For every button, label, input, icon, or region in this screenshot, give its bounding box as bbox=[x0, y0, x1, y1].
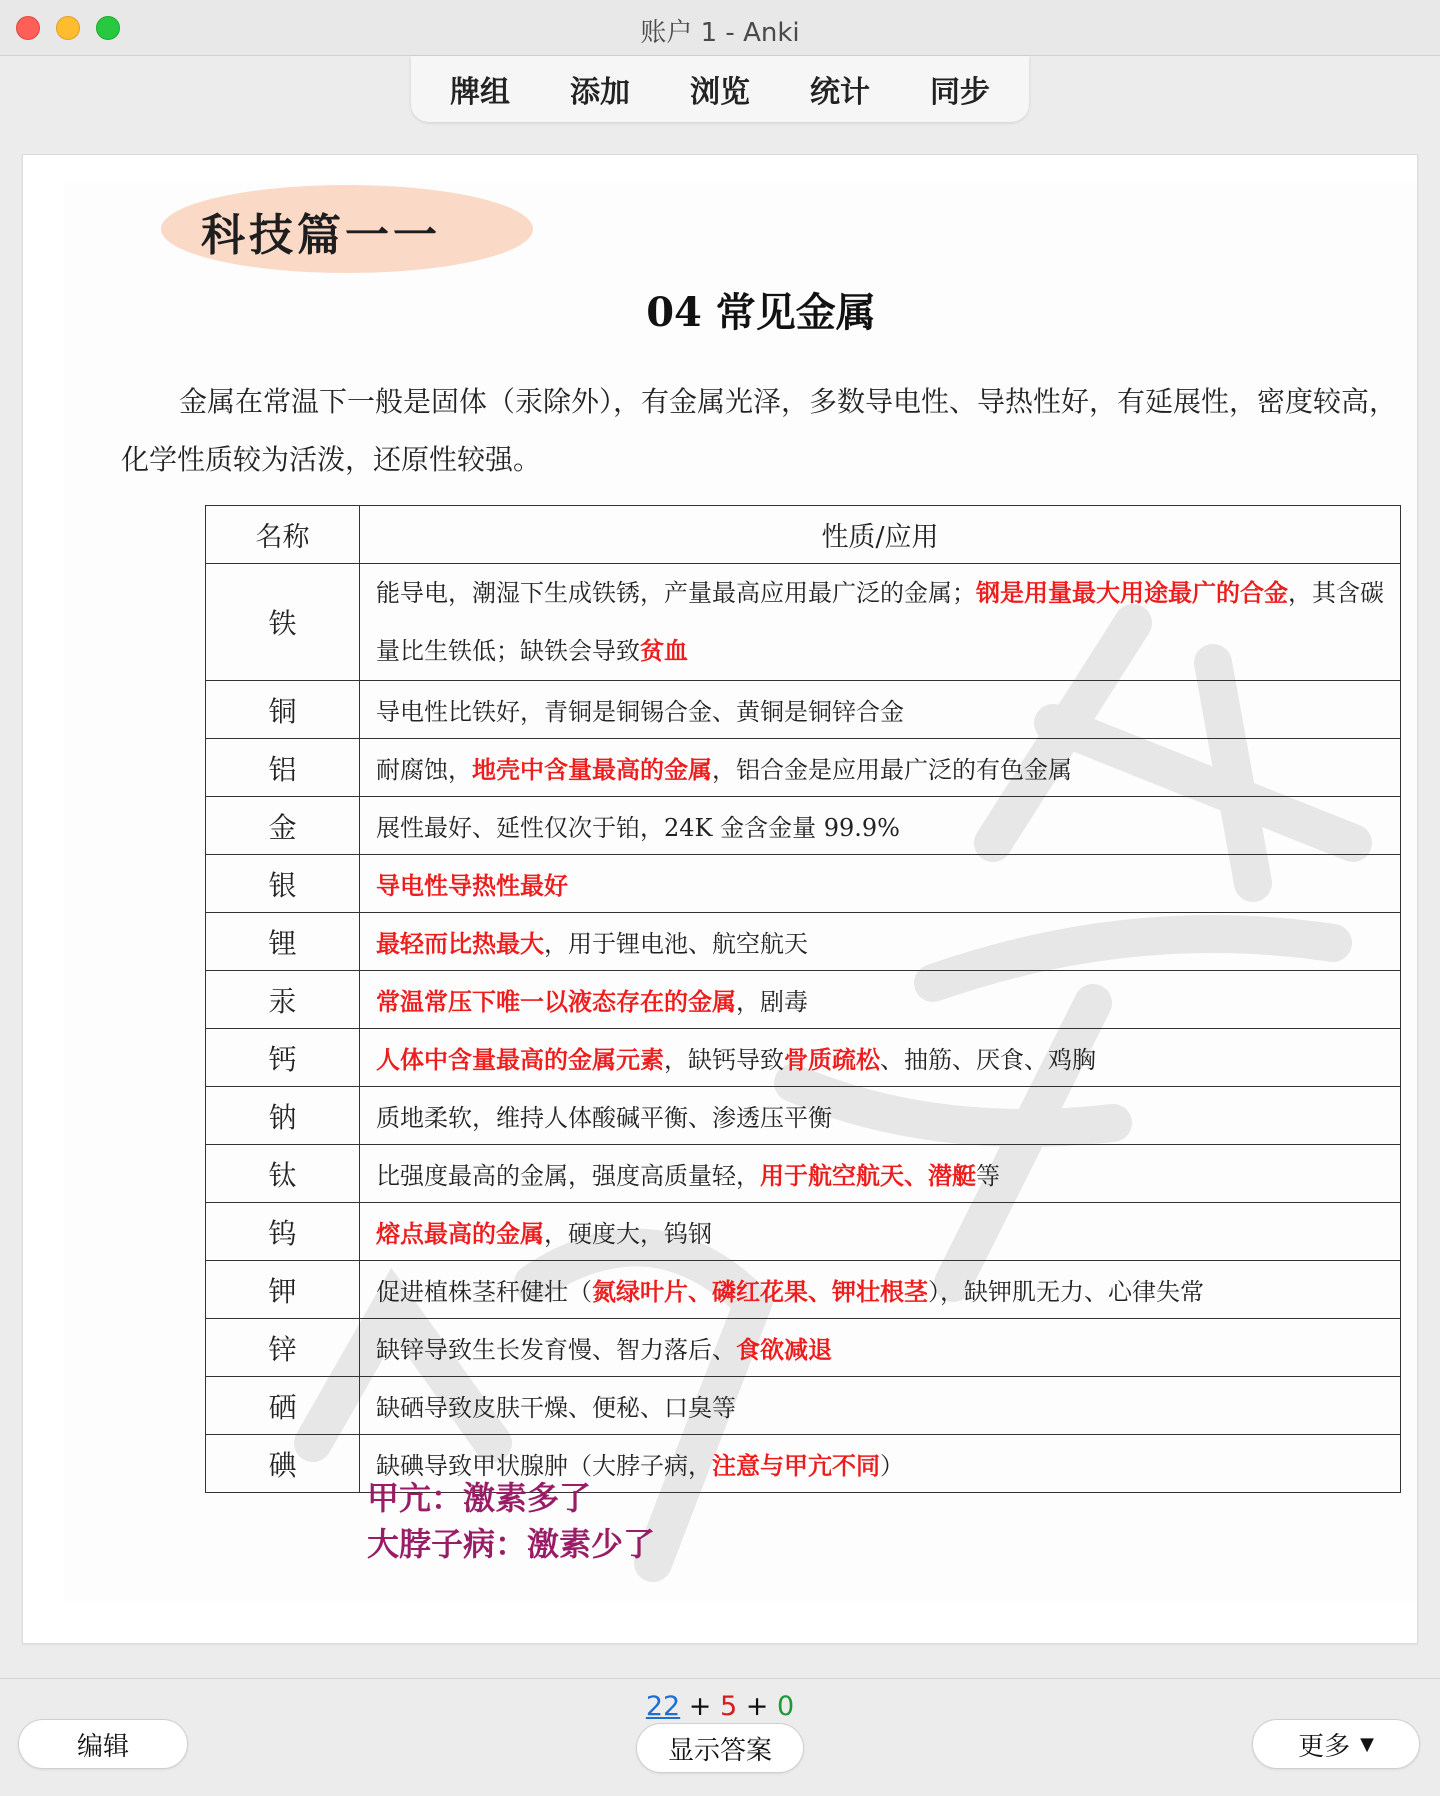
metal-property-cell bbox=[360, 681, 1401, 739]
nav-sync[interactable]: 同步 bbox=[930, 75, 990, 110]
card-view bbox=[22, 154, 1418, 1644]
metal-property-cell bbox=[360, 564, 1401, 681]
property-text: 缺锌导致生长发育慢、智力落后、 bbox=[376, 1336, 736, 1364]
highlighted-text: 钢是用量最大用途最广的合金 bbox=[976, 578, 1288, 607]
table-row bbox=[206, 1261, 1401, 1319]
property-text: 比强度最高的金属，强度高质量轻， bbox=[376, 1162, 760, 1190]
property-text: ，剧毒 bbox=[736, 988, 808, 1016]
metal-property-cell bbox=[360, 1319, 1401, 1377]
metal-name-cell: 银 bbox=[206, 855, 360, 913]
property-text: 、抽筋、厌食、鸡胸 bbox=[880, 1046, 1096, 1074]
column-header-property: 性质/应用 bbox=[360, 506, 1401, 564]
property-text: 缺碘导致甲状腺肿（大脖子病， bbox=[376, 1452, 712, 1480]
table-row bbox=[206, 971, 1401, 1029]
metal-property-cell bbox=[360, 855, 1401, 913]
highlighted-text: 熔点最高的金属 bbox=[376, 1219, 544, 1248]
property-text: ，铝合金是应用最广泛的有色金属 bbox=[712, 756, 1072, 784]
table-row bbox=[206, 681, 1401, 739]
highlighted-text: 贫血 bbox=[640, 636, 688, 665]
metal-property-cell bbox=[360, 971, 1401, 1029]
chevron-down-icon: ▼ bbox=[1360, 1733, 1374, 1755]
bottom-bar bbox=[0, 1678, 1440, 1796]
table-row bbox=[206, 1087, 1401, 1145]
card-image bbox=[63, 183, 1418, 1601]
new-count[interactable]: 22 bbox=[645, 1691, 681, 1722]
metal-name-cell: 钨 bbox=[206, 1203, 360, 1261]
metal-name-cell: 金 bbox=[206, 797, 360, 855]
highlighted-text: 地壳中含量最高的金属 bbox=[472, 755, 712, 784]
table-row bbox=[206, 1145, 1401, 1203]
metal-property-cell bbox=[360, 913, 1401, 971]
property-text: ，用于锂电池、航空航天 bbox=[544, 930, 808, 958]
window-title: 账户 1 - Anki bbox=[640, 18, 800, 48]
handwritten-note: 大脖子病：激素少了 bbox=[367, 1525, 656, 1563]
property-text: 耐腐蚀， bbox=[376, 756, 472, 784]
highlighted-text: 人体中含量最高的金属元素 bbox=[376, 1045, 664, 1074]
property-text: 展性最好、延性仅次于铂，24K 金含金量 99.9% bbox=[376, 814, 900, 842]
metal-name-cell: 钛 bbox=[206, 1145, 360, 1203]
highlighted-text: 食欲减退 bbox=[736, 1335, 832, 1364]
property-text: ，缺钙导致 bbox=[664, 1046, 784, 1074]
property-text: ，硬度大，钨钢 bbox=[544, 1220, 712, 1248]
column-header-name: 名称 bbox=[206, 506, 360, 564]
table-row bbox=[206, 739, 1401, 797]
review-count: 0 bbox=[776, 1691, 795, 1722]
edit-button[interactable]: 编辑 bbox=[18, 1719, 188, 1769]
table-row bbox=[206, 1377, 1401, 1435]
intro-paragraph: 金属在常温下一般是固体（汞除外），有金属光泽，多数导电性、导热性好，有延展性，密度较高，化学性质较为活泼，还原性较强。 bbox=[121, 385, 1398, 476]
property-text: ，其含碳量比生铁低；缺铁会导致 bbox=[376, 579, 1384, 665]
property-text: ） bbox=[880, 1452, 904, 1480]
property-text: 能导电，潮湿下生成铁锈，产量最高应用最广泛的金属； bbox=[376, 579, 976, 607]
nav-browse[interactable]: 浏览 bbox=[690, 75, 750, 110]
handwritten-note: 甲亢：激素多了 bbox=[367, 1479, 592, 1517]
table-row bbox=[206, 1203, 1401, 1261]
metal-property-cell bbox=[360, 1203, 1401, 1261]
property-text: 质地柔软，维持人体酸碱平衡、渗透压平衡 bbox=[376, 1104, 832, 1132]
property-text: 导电性比铁好，青铜是铜锡合金、黄铜是铜锌合金 bbox=[376, 698, 904, 726]
property-text: 等 bbox=[976, 1162, 1000, 1190]
highlighted-text: 骨质疏松 bbox=[784, 1045, 880, 1074]
card-heading: 04 常见金属 bbox=[646, 289, 876, 336]
table-row bbox=[206, 564, 1401, 681]
property-text: 缺硒导致皮肤干燥、便秘、口臭等 bbox=[376, 1394, 736, 1422]
metal-name-cell: 钠 bbox=[206, 1087, 360, 1145]
metal-property-cell bbox=[360, 1377, 1401, 1435]
metal-name-cell: 钙 bbox=[206, 1029, 360, 1087]
metal-name-cell: 硒 bbox=[206, 1377, 360, 1435]
metal-name-cell: 锂 bbox=[206, 913, 360, 971]
table-row bbox=[206, 797, 1401, 855]
nav-stats[interactable]: 统计 bbox=[810, 75, 870, 110]
highlighted-text: 常温常压下唯一以液态存在的金属 bbox=[376, 987, 736, 1016]
metal-property-cell bbox=[360, 1029, 1401, 1087]
highlighted-text: 氮绿叶片、磷红花果、钾壮根茎 bbox=[592, 1277, 928, 1306]
table-row bbox=[206, 1319, 1401, 1377]
highlighted-text: 注意与甲亢不同 bbox=[712, 1451, 880, 1480]
metal-property-cell bbox=[360, 1087, 1401, 1145]
table-row bbox=[206, 1029, 1401, 1087]
title-bar bbox=[0, 0, 1440, 56]
count-separator: + bbox=[680, 1691, 720, 1722]
table-row bbox=[206, 855, 1401, 913]
metal-name-cell: 碘 bbox=[206, 1435, 360, 1493]
metal-property-cell bbox=[360, 739, 1401, 797]
metal-property-cell bbox=[360, 1145, 1401, 1203]
metal-property-cell bbox=[360, 797, 1401, 855]
nav-add[interactable]: 添加 bbox=[570, 75, 630, 110]
property-text: ），缺钾肌无力、心律失常 bbox=[928, 1278, 1204, 1306]
top-toolbar bbox=[411, 56, 1029, 122]
count-separator: + bbox=[737, 1691, 777, 1722]
table-header-row bbox=[206, 506, 1401, 564]
show-answer-button[interactable]: 显示答案 bbox=[636, 1723, 804, 1773]
section-badge-label: 科技篇一一 bbox=[201, 210, 441, 261]
highlighted-text: 用于航空航天、潜艇 bbox=[760, 1161, 976, 1190]
metal-name-cell: 汞 bbox=[206, 971, 360, 1029]
learning-count: 5 bbox=[719, 1691, 738, 1722]
metal-property-cell bbox=[360, 1261, 1401, 1319]
metal-name-cell: 锌 bbox=[206, 1319, 360, 1377]
metals-table bbox=[205, 505, 1401, 1493]
more-button-label: 更多 bbox=[1298, 1731, 1351, 1762]
more-button[interactable] bbox=[1252, 1719, 1420, 1769]
metal-name-cell: 铁 bbox=[206, 564, 360, 681]
due-counts bbox=[0, 1691, 1440, 1722]
metal-name-cell: 铝 bbox=[206, 739, 360, 797]
metal-name-cell: 铜 bbox=[206, 681, 360, 739]
table-body bbox=[206, 564, 1401, 1493]
table-row bbox=[206, 913, 1401, 971]
property-text: 促进植株茎秆健壮（ bbox=[376, 1278, 592, 1306]
metal-name-cell: 钾 bbox=[206, 1261, 360, 1319]
highlighted-text: 最轻而比热最大 bbox=[376, 929, 544, 958]
nav-decks[interactable]: 牌组 bbox=[450, 75, 510, 110]
highlighted-text: 导电性导热性最好 bbox=[376, 871, 568, 900]
